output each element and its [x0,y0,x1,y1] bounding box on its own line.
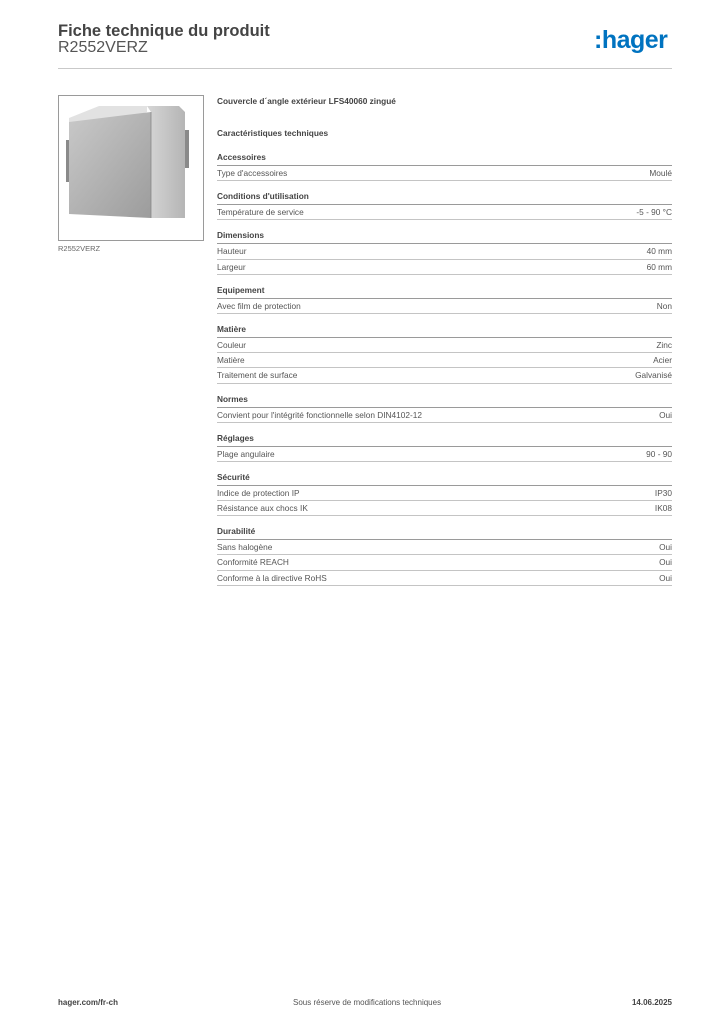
spec-label: Convient pour l'intégrité fonctionnelle selon DIN4102-12 [217,409,422,420]
spec-row [217,205,672,220]
spec-group-title: Réglages [217,433,672,447]
spec-label: Type d'accessoires [217,168,288,178]
spec-row [217,486,672,501]
spec-value: -5 - 90 °C [636,207,672,218]
spec-group-title: Matière [217,324,672,338]
spec-value: Zinc [656,339,672,350]
spec-label: Couleur [217,339,247,350]
spec-label: Sans halogène [217,542,273,553]
spec-groups [217,152,672,586]
spec-value: Acier [653,355,672,366]
spec-value: IK08 [654,503,672,514]
spec-label: Largeur [217,261,246,272]
footer-date: 14.06.2025 [631,998,672,1007]
logo-text: hager [601,26,668,54]
logo-mark: : [594,26,602,54]
spec-row [217,501,672,516]
spec-group-title: Conditions d'utilisation [217,191,672,205]
spec-value: Oui [659,572,672,583]
specifications [217,96,672,586]
spec-value: Oui [659,557,672,568]
spec-row [217,447,672,462]
spec-value: Moulé [649,168,672,178]
spec-row [217,408,672,423]
spec-value: 90 - 90 [646,448,672,459]
spec-row [217,571,672,586]
product-description: Couvercle d´angle extérieur LFS40060 zingué [217,96,396,106]
spec-row [217,244,672,259]
spec-value: Oui [659,409,672,420]
image-caption: R2552VERZ [58,244,101,253]
page-title: Fiche technique du produit [58,22,270,40]
product-image [58,95,204,241]
spec-row [217,540,672,555]
spec-group-title: Dimensions [217,230,672,244]
footer-note: Sous réserve de modifications techniques [293,998,442,1007]
spec-label: Résistance aux chocs IK [217,503,308,514]
spec-group-title: Accessoires [217,152,672,166]
header-divider [58,68,672,69]
spec-row [217,555,672,570]
corner-cover-illustration [59,96,203,240]
spec-label: Plage angulaire [217,448,275,459]
spec-value: 60 mm [646,261,672,272]
product-reference: R2552VERZ [58,39,148,56]
spec-value: Galvanisé [635,370,672,381]
spec-label: Indice de protection IP [217,487,300,498]
spec-row [217,299,672,314]
spec-value: 40 mm [646,246,672,257]
spec-label: Traitement de surface [217,370,298,381]
spec-row [217,338,672,353]
spec-label: Température de service [217,207,304,218]
spec-value: IP30 [654,487,672,498]
spec-row [217,353,672,368]
spec-group-title: Durabilité [217,526,672,540]
footer-website-link[interactable]: hager.com/fr-ch [58,998,119,1007]
spec-label: Matière [217,355,245,366]
spec-group-title: Normes [217,394,672,408]
spec-label: Hauteur [217,246,247,257]
spec-label: Avec film de protection [217,300,301,311]
spec-label: Conformité REACH [217,557,289,568]
spec-row [217,368,672,383]
spec-value: Oui [659,542,672,553]
spec-row [217,166,672,181]
spec-label: Conforme à la directive RoHS [217,572,327,583]
spec-row [217,260,672,275]
hager-logo[interactable] [594,26,667,55]
spec-value: Non [656,300,672,311]
specs-heading: Caractéristiques techniques [217,128,329,138]
spec-group-title: Sécurité [217,472,672,486]
spec-group-title: Equipement [217,285,672,299]
